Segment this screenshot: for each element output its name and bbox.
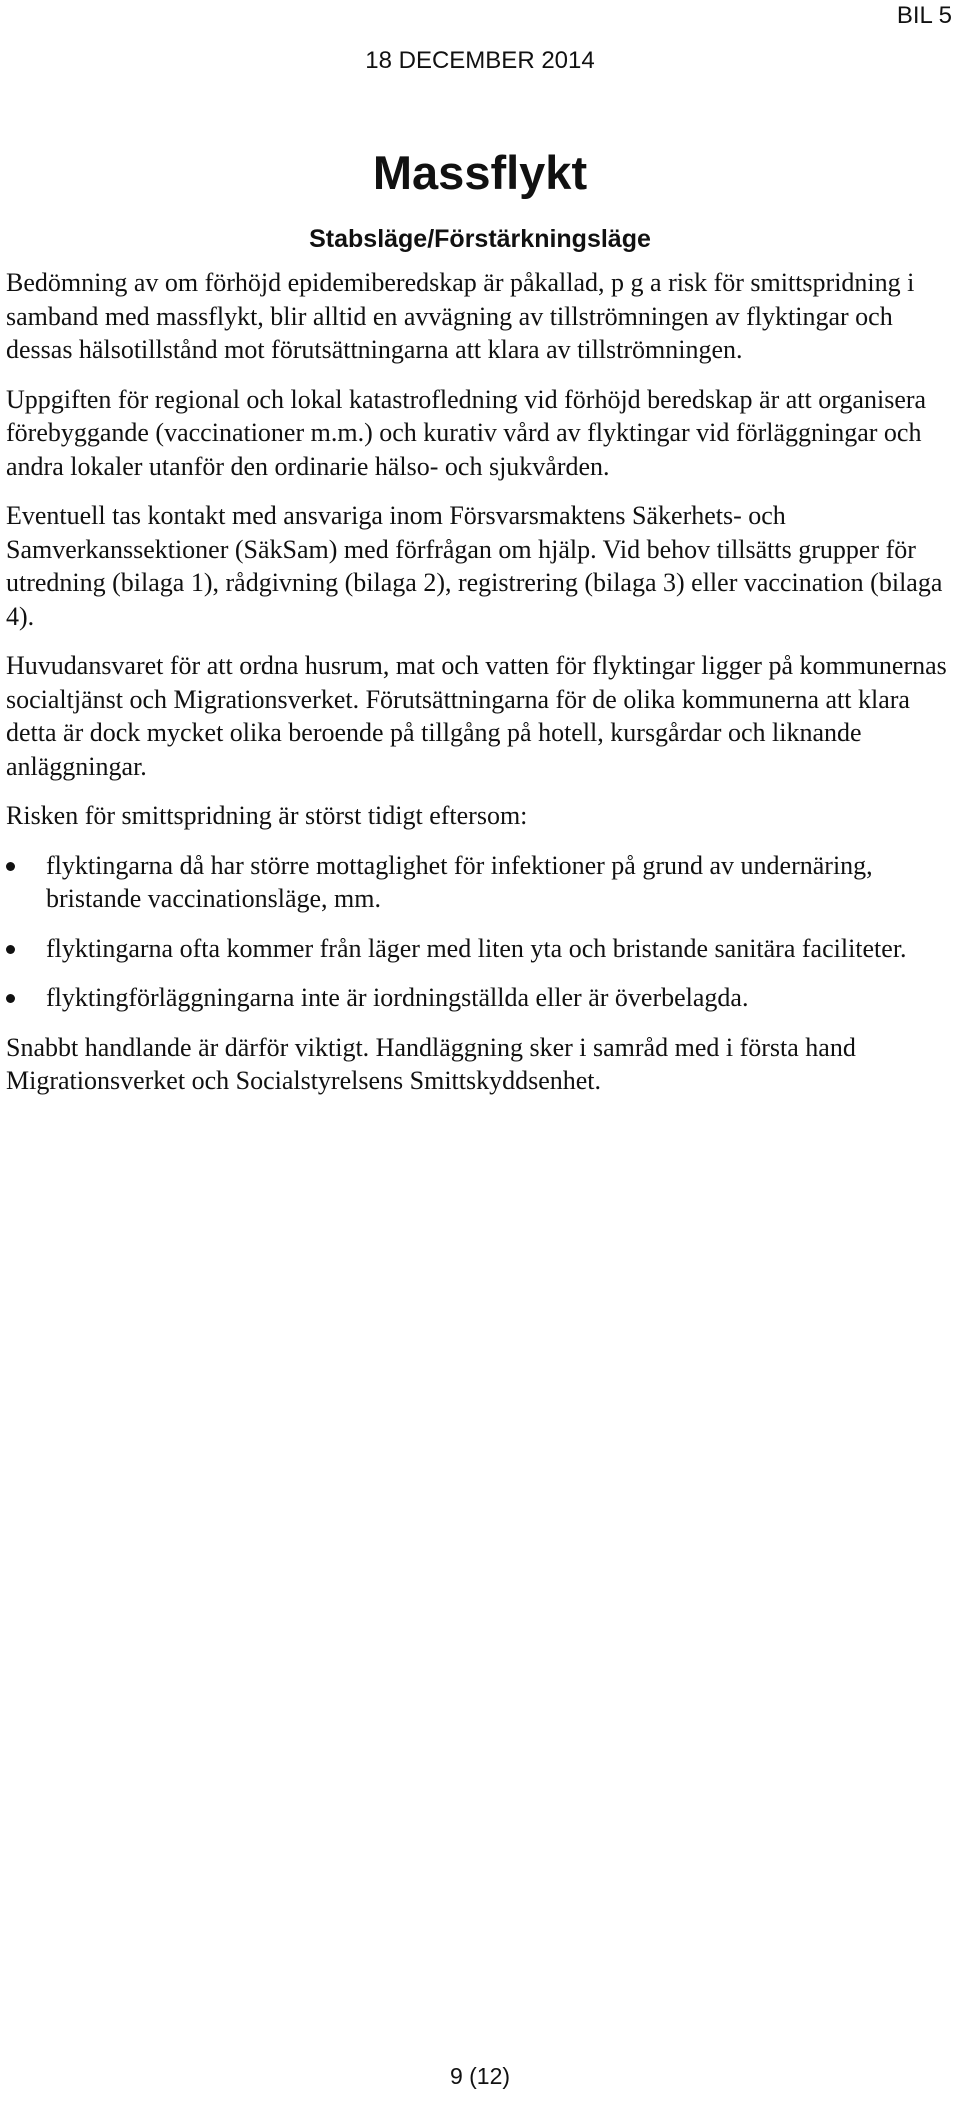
page-number: 9 (12) (449, 2063, 511, 2089)
document-date: 18 DECEMBER 2014 (365, 47, 595, 74)
list-item-text: flyktingarna då har större mottaglighet för infektioner på grund av undernäring, bristande vaccinationsläge, mm. (46, 850, 873, 913)
bullet-icon (6, 862, 15, 871)
paragraph-risk-intro: Risken för smittspridning är störst tidigt eftersom: (6, 801, 528, 830)
document-body (6, 266, 954, 1114)
paragraph-responsibility: Huvudansvaret för att ordna husrum, mat och vatten för flyktingar ligger på kommunernas socialtjänst och Migrationsverket. Förutsättningarna för de olika kommunerna att klara detta är dock mycket olika beroende på tillgång på hotell, kursgårdar och liknande anläggningar. (6, 651, 947, 781)
risk-list (6, 849, 954, 1015)
paragraph-task: Uppgiften för regional och lokal katastrofledning vid förhöjd beredskap är att organisera förebyggande (vaccinationer m.m.) och kurativ vård av flyktingar vid förläggningar och andra lokaler utanför den ordinarie hälso- och sjukvården. (6, 384, 927, 481)
paragraph-closing: Snabbt handlande är därför viktigt. Handläggning sker i samråd med i första hand Migrationsverket och Socialstyrelsens Smittskyddsenhet. (6, 1032, 856, 1095)
paragraph-contact: Eventuell tas kontakt med ansvariga inom Försvarsmaktens Säkerhets- och Samverkanssektioner (SäkSam) med förfrågan om hjälp. Vid behov tillsätts grupper för utredning (bilaga 1), rådgivning (bilaga 2), registrering (bilaga 3) eller vaccination (bilaga 4). (6, 501, 943, 631)
page-subtitle: Stabsläge/Förstärkningsläge (309, 225, 651, 253)
page-title: Massflykt (372, 146, 588, 199)
list-item (6, 932, 954, 966)
list-item (6, 981, 954, 1015)
annex-label: BIL 5 (896, 2, 952, 29)
bullet-icon (6, 994, 15, 1003)
list-item-text: flyktingförläggningarna inte är iordningställda eller är överbelagda. (46, 983, 749, 1012)
paragraph-assessment: Bedömning av om förhöjd epidemiberedskap är påkallad, p g a risk för smittspridning i samband med massflykt, blir alltid en avvägning av tillströmningen av flyktingar och dessas hälsotillstånd mot förutsättningarna att klara av tillströmningen. (6, 268, 915, 364)
list-item-text: flyktingarna ofta kommer från läger med liten yta och bristande sanitära faciliteter. (46, 933, 907, 963)
list-item (6, 849, 954, 916)
bullet-icon (6, 945, 15, 954)
